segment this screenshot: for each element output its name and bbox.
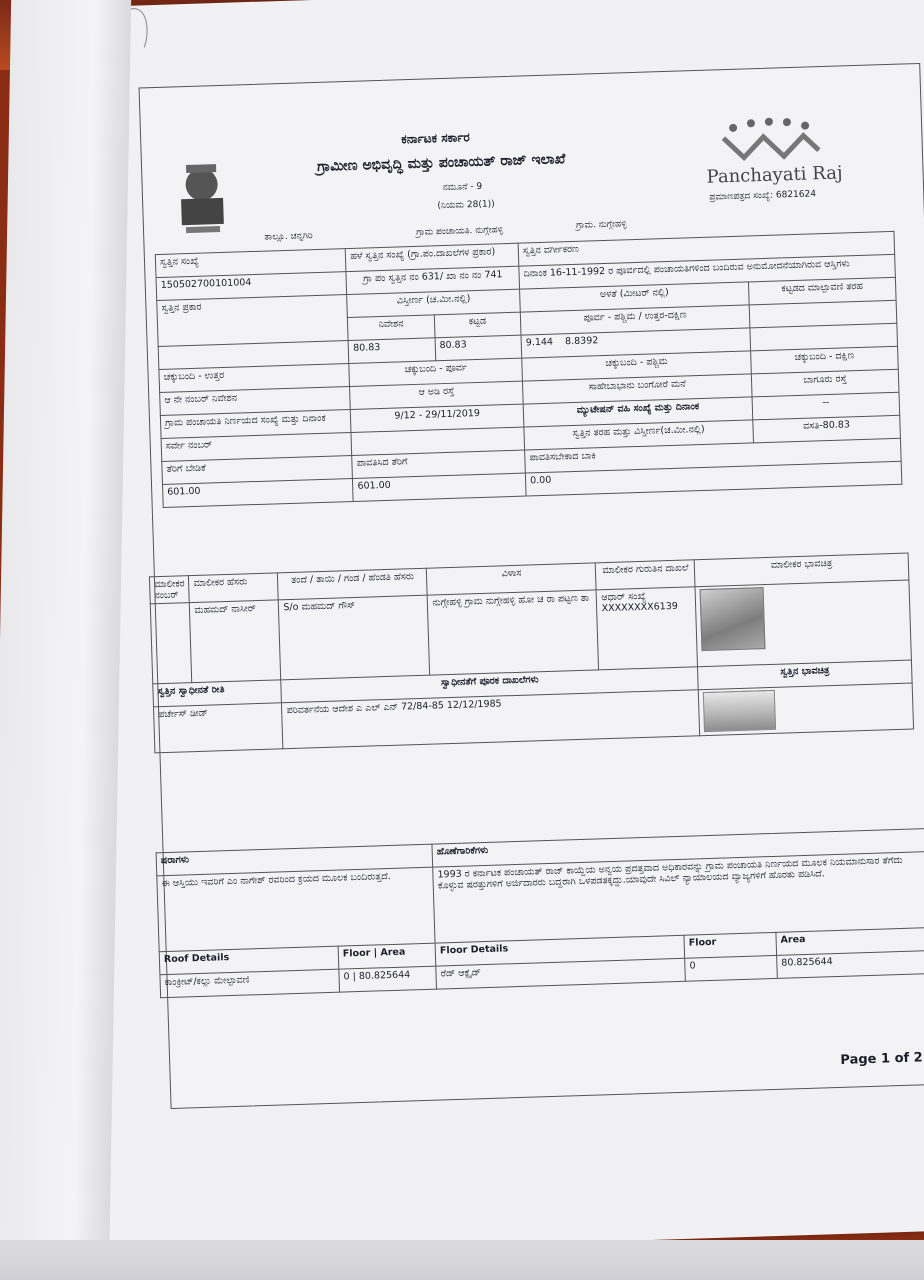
- roof-details-label: Roof Details: [159, 946, 339, 975]
- property-photo-label: ಸ್ವತ್ತಿನ ಭಾವಚಿತ್ರ: [698, 660, 912, 690]
- west-value: ಸಾಹೇಬಾಭಾನು ಬಂಗೋರೆ ಮನೆ: [523, 374, 753, 404]
- category-value: ದಿನಾಂಕ 16-11-1992 ರ ಪೂರ್ವದಲ್ಲಿ ಪಂಚಾಯತಿಗಳಿಂದ ಬಂದಿರುವ ಅನುಮೋದನೆಯಾಗಿರುವ ಆಸ್ತಿಗಳು: [519, 254, 895, 289]
- village: ಗ್ರಾಮ. ನುಗ್ಗೇಹಳ್ಳಿ: [575, 219, 627, 231]
- old-number-value: ಗ್ರಾ ಪಂ ಸ್ವತ್ತಿನ ನಂ 631/ ಖಾ ನಂ ನಂ 741: [346, 266, 519, 294]
- owner-id-doc: ಆಧಾರ್ ಸಂಖ್ಯೆ XXXXXXXX6139: [597, 587, 698, 670]
- north-value: ಆ ನೇ ನಂಬರ್ ನಿವೇಶನ: [160, 387, 351, 416]
- state-emblem-icon: [166, 153, 239, 239]
- roof-area: 80.825644: [358, 969, 411, 983]
- due-label: ಪಾವತಿಸಬೇಕಾದ ಬಾಕಿ: [525, 438, 901, 473]
- remarks-value: ಈ ಆಸ್ತಿಯು ಇವರಿಗೆ ಎಂ ನಾಗೇಶ್ ರವರಿಂದ ಕ್ರಯದ ಮೂಲಕ ಬಂದಿರುತ್ತದೆ.: [157, 867, 435, 952]
- south-label: ಚಕ್ಕುಬಂದಿ - ದಕ್ಷಿಣ: [751, 346, 899, 374]
- ns-value: 8.8392: [564, 335, 599, 348]
- resolution-value: 9/12 - 29/11/2019: [351, 404, 524, 432]
- tax-value: 601.00: [163, 478, 354, 507]
- roof-floor-label: Floor | Area: [338, 943, 436, 969]
- dims-label: ಅಳತೆ (ಮೀಟರ್ ನಲ್ಲಿ): [520, 282, 750, 312]
- certificate-number: ಪ್ರಮಾಣಪತ್ರದ ಸಂಖ್ಯೆ: 6821624: [709, 189, 817, 203]
- certificate-form: [139, 63, 924, 1109]
- mutation-value: --: [752, 392, 900, 420]
- east-value: ಆ ಅಡಿ ರಸ್ತೆ: [350, 381, 523, 409]
- property-table: [155, 231, 903, 508]
- roof-floor-header: Floor: [342, 947, 371, 960]
- east-label: ಚಕ್ಕುಬಂದಿ - ಪೂರ್ವ: [349, 358, 522, 386]
- ew-ns-labels: ಪೂರ್ವ - ಪಶ್ಚಿಮ / ಉತ್ತರ-ದಕ್ಷಿಣ: [520, 305, 750, 335]
- owner-photo-cell: [695, 580, 911, 667]
- gram-panchayat: ಗ್ರಾಮ ಪಂಚಾಯತಿ. ನುಗ್ಗೇಹಳ್ಳಿ: [416, 225, 504, 238]
- site-label: ನಿವೇಶನ: [348, 315, 435, 341]
- owner-table: [149, 553, 914, 754]
- department-title: ಗ್ರಾಮೀಣ ಅಭಿವೃದ್ಧಿ ಮತ್ತು ಪಂಚಾಯತ್ ರಾಜ್ ಇಲಾಖೆ: [316, 151, 566, 175]
- owner-name-header: ಮಾಲೀಕರ ಹೆಸರು: [189, 573, 279, 603]
- floor-floor: 0: [685, 955, 778, 981]
- category-label: ಸ್ವತ್ತಿನ ವರ್ಗೀಕರಣ: [518, 231, 894, 266]
- owner-no-header: ಮಾಲೀಕರ ನಂಬರ್: [149, 576, 189, 604]
- type-label: ಸ್ವತ್ತಿನ ಪ್ರಕಾರ: [157, 295, 349, 347]
- ns-label: ಉತ್ತರ-ದಕ್ಷಿಣ: [644, 309, 687, 322]
- page-number: Page 1 of 2: [840, 1050, 923, 1068]
- logo-text: Panchayati Raj: [706, 162, 843, 188]
- owner-no: [150, 603, 192, 684]
- west-label: ಚಕ್ಕುಬಂದಿ - ಪಶ್ಚಿಮ: [522, 351, 752, 381]
- mutation-label: ಮ್ಯುಟೇಷನ್ ವಹಿ ಸಂಖ್ಯೆ ಮತ್ತು ದಿನಾಂಕ: [523, 397, 753, 427]
- govt-title: ಕರ್ನಾಟಕ ಸರ್ಕಾರ: [401, 130, 470, 147]
- resolution-label: ಗ್ರಾಮ ಪಂಚಾಯತಿ ನಿರ್ಣಯದ ಸಂಖ್ಯೆ ಮತ್ತು ದಿನಾಂಕ: [160, 410, 351, 439]
- north-label: ಚಕ್ಕುಬಂದಿ - ಉತ್ತರ: [159, 364, 350, 393]
- built-label: ಕಟ್ಟಡ: [434, 312, 521, 338]
- remarks-table: [156, 828, 924, 998]
- tax-label: ತೆರಿಗೆ ಬೇಡಿಕೆ: [162, 455, 353, 484]
- taluk: ತಾಲ್ಲೂ. ಚನ್ನಗಿರಿ: [264, 231, 313, 243]
- floor-details-label: Floor Details: [435, 935, 685, 966]
- liabilities-value: 1993 ರ ಕರ್ನಾಟಕ ಪಂಚಾಯತ್ ರಾಜ್ ಕಾಯ್ದೆಯ ಅನ್ವಯ ಪ್ರದತ್ತವಾದ ಅಧಿಕಾರವನ್ನು ಗ್ರಾಮ ಪಂಚಾಯತಿ ನಿರ್ಣಯದ ಮೂಲಕ ನಿಯಮಾನುಸಾರ ತೆಗೆದು ಕೊಳ್ಳುವ ಷರತ್ತುಗಳಿಗೆ ಅರ್ಜಿದಾರರು ಬದ್ದರಾಗಿ ಒಳಪಡತಕ್ಕದ್ದು.ಯಾವುದೇ ಸಿವಿಲ್ ನ್ಯಾಯಾಲಯದ ವ್ಯಾಜ್ಯಗಳಿಗೆ ಹೊರತು ಪಡಿಸಿದೆ.: [433, 852, 924, 943]
- acquisition-value: ಪರ್ಚೇಸ್ ಡೀಡ್: [153, 703, 283, 753]
- property-id-label: ಸ್ವತ್ತಿನ ಸಂಖ್ಯೆ: [155, 249, 346, 278]
- property-photo: [703, 690, 776, 732]
- owner-photo-header: ಮಾಲೀಕರ ಭಾವಚಿತ್ರ: [695, 553, 909, 587]
- area-label: ವಿಸ್ತೀರ್ಣ (ಚ.ಮೀ.ನಲ್ಲಿ): [347, 289, 520, 317]
- book-spine: [0, 0, 131, 1280]
- building-type-label: ಕಟ್ಟಡದ ಮಾಲ್ಪಾವಣಿ ತರಹ: [749, 277, 897, 305]
- page-bottom-edge: [0, 1240, 924, 1280]
- property-photo-cell: [699, 683, 914, 736]
- site-area: 80.83: [348, 338, 435, 364]
- docs-label: ಸ್ವಾಧೀನತೆಗೆ ಪೂರಕ ದಾಖಲೆಗಳು: [281, 667, 699, 703]
- form-number: ನಮೂನೆ - 9: [442, 181, 483, 193]
- built-area: 80.83: [435, 335, 522, 361]
- owner-father-header: ತಂದೆ / ತಾಯಿ / ಗಂಡ / ಹೆಂಡತಿ ಹೆಸರು: [278, 568, 428, 600]
- floor-area-header: Area: [776, 928, 924, 956]
- floor-area: 80.825644: [777, 951, 924, 979]
- floor-value: ರೆಡ್ ಆಕ್ಸೈಡ್: [436, 958, 686, 989]
- roof-value: ಕಾಂಕ್ರೀಟ್/ಕಲ್ಲು ಮೇಲ್ಪಾವಣಿ: [160, 969, 340, 998]
- roof-floor-area: 0 | 80.825644: [339, 966, 437, 992]
- liabilities-label: ಹೊಣೆಗಾರಿಕೆಗಳು: [432, 829, 924, 867]
- owner-father: S/o ಮಹಮದ್ ಗೌಸ್: [279, 595, 430, 680]
- document-page: [58, 0, 924, 1257]
- acquisition-label: ಸ್ವತ್ತಿನ ಸ್ವಾಧೀನತೆ ರೀತಿ: [153, 680, 282, 707]
- owner-name: ಮಹಮದ್ ನಾಸೀರ್: [190, 600, 281, 683]
- south-value: ಬಾಗೂರು ರಸ್ತೆ: [751, 369, 899, 397]
- survey-label: ಸರ್ವೇ ನಂಬರ್: [161, 432, 352, 461]
- kind-area-label: ಸ್ವತ್ತಿನ ತರಹ ಮತ್ತು ವಿಸ್ತೀರ್ಣ(ಚ.ಮೀ.ನಲ್ಲಿ): [524, 420, 754, 450]
- owner-address-header: ವಿಳಾಸ: [427, 563, 597, 595]
- old-number-label: ಹಳೆ ಸ್ವತ್ತಿನ ಸಂಖ್ಯೆ (ಗ್ರಾ.ಪಂ.ದಾಖಲೆಗಳ ಪ್ರಕಾರ): [346, 243, 519, 271]
- roof-floor: 0: [343, 971, 350, 983]
- property-id-value: 150502700101004: [156, 272, 347, 301]
- owner-address: ನುಗ್ಗೇಹಳ್ಳಿ ಗ್ರಾಮ ನುಗ್ಗೇಹಳ್ಳಿ ಹೋ ಚ ರಾ ಪಟ್ಟಣ ತಾ: [428, 590, 599, 675]
- remarks-label: ಷರಾಗಳು: [156, 844, 433, 876]
- owner-id-header: ಮಾಲೀಕರ ಗುರುತಿನ ದಾಖಲೆ: [596, 560, 696, 590]
- ew-value: 9.144: [525, 336, 554, 349]
- paid-value: 601.00: [353, 473, 526, 501]
- paid-label: ಪಾವತಿಸಿದ ತೆರಿಗೆ: [352, 450, 525, 478]
- due-value: 0.00: [525, 461, 901, 496]
- owner-photo: [700, 587, 766, 651]
- rule-number: (ನಿಯಮ 28(1)): [437, 199, 495, 212]
- docs-value: ಪರಿವರ್ತನೆಯ ಆದೇಶ ಎ ಎಲ್ ಎನ್ 72/84-85 12/12/1985: [282, 690, 700, 749]
- floor-floor-header: Floor: [684, 932, 777, 958]
- ew-label: ಪೂರ್ವ - ಪಶ್ಚಿಮ: [583, 311, 636, 324]
- roof-area-header: Area: [380, 946, 406, 959]
- kind-area-value: ವಸತಿ-80.83: [753, 415, 901, 443]
